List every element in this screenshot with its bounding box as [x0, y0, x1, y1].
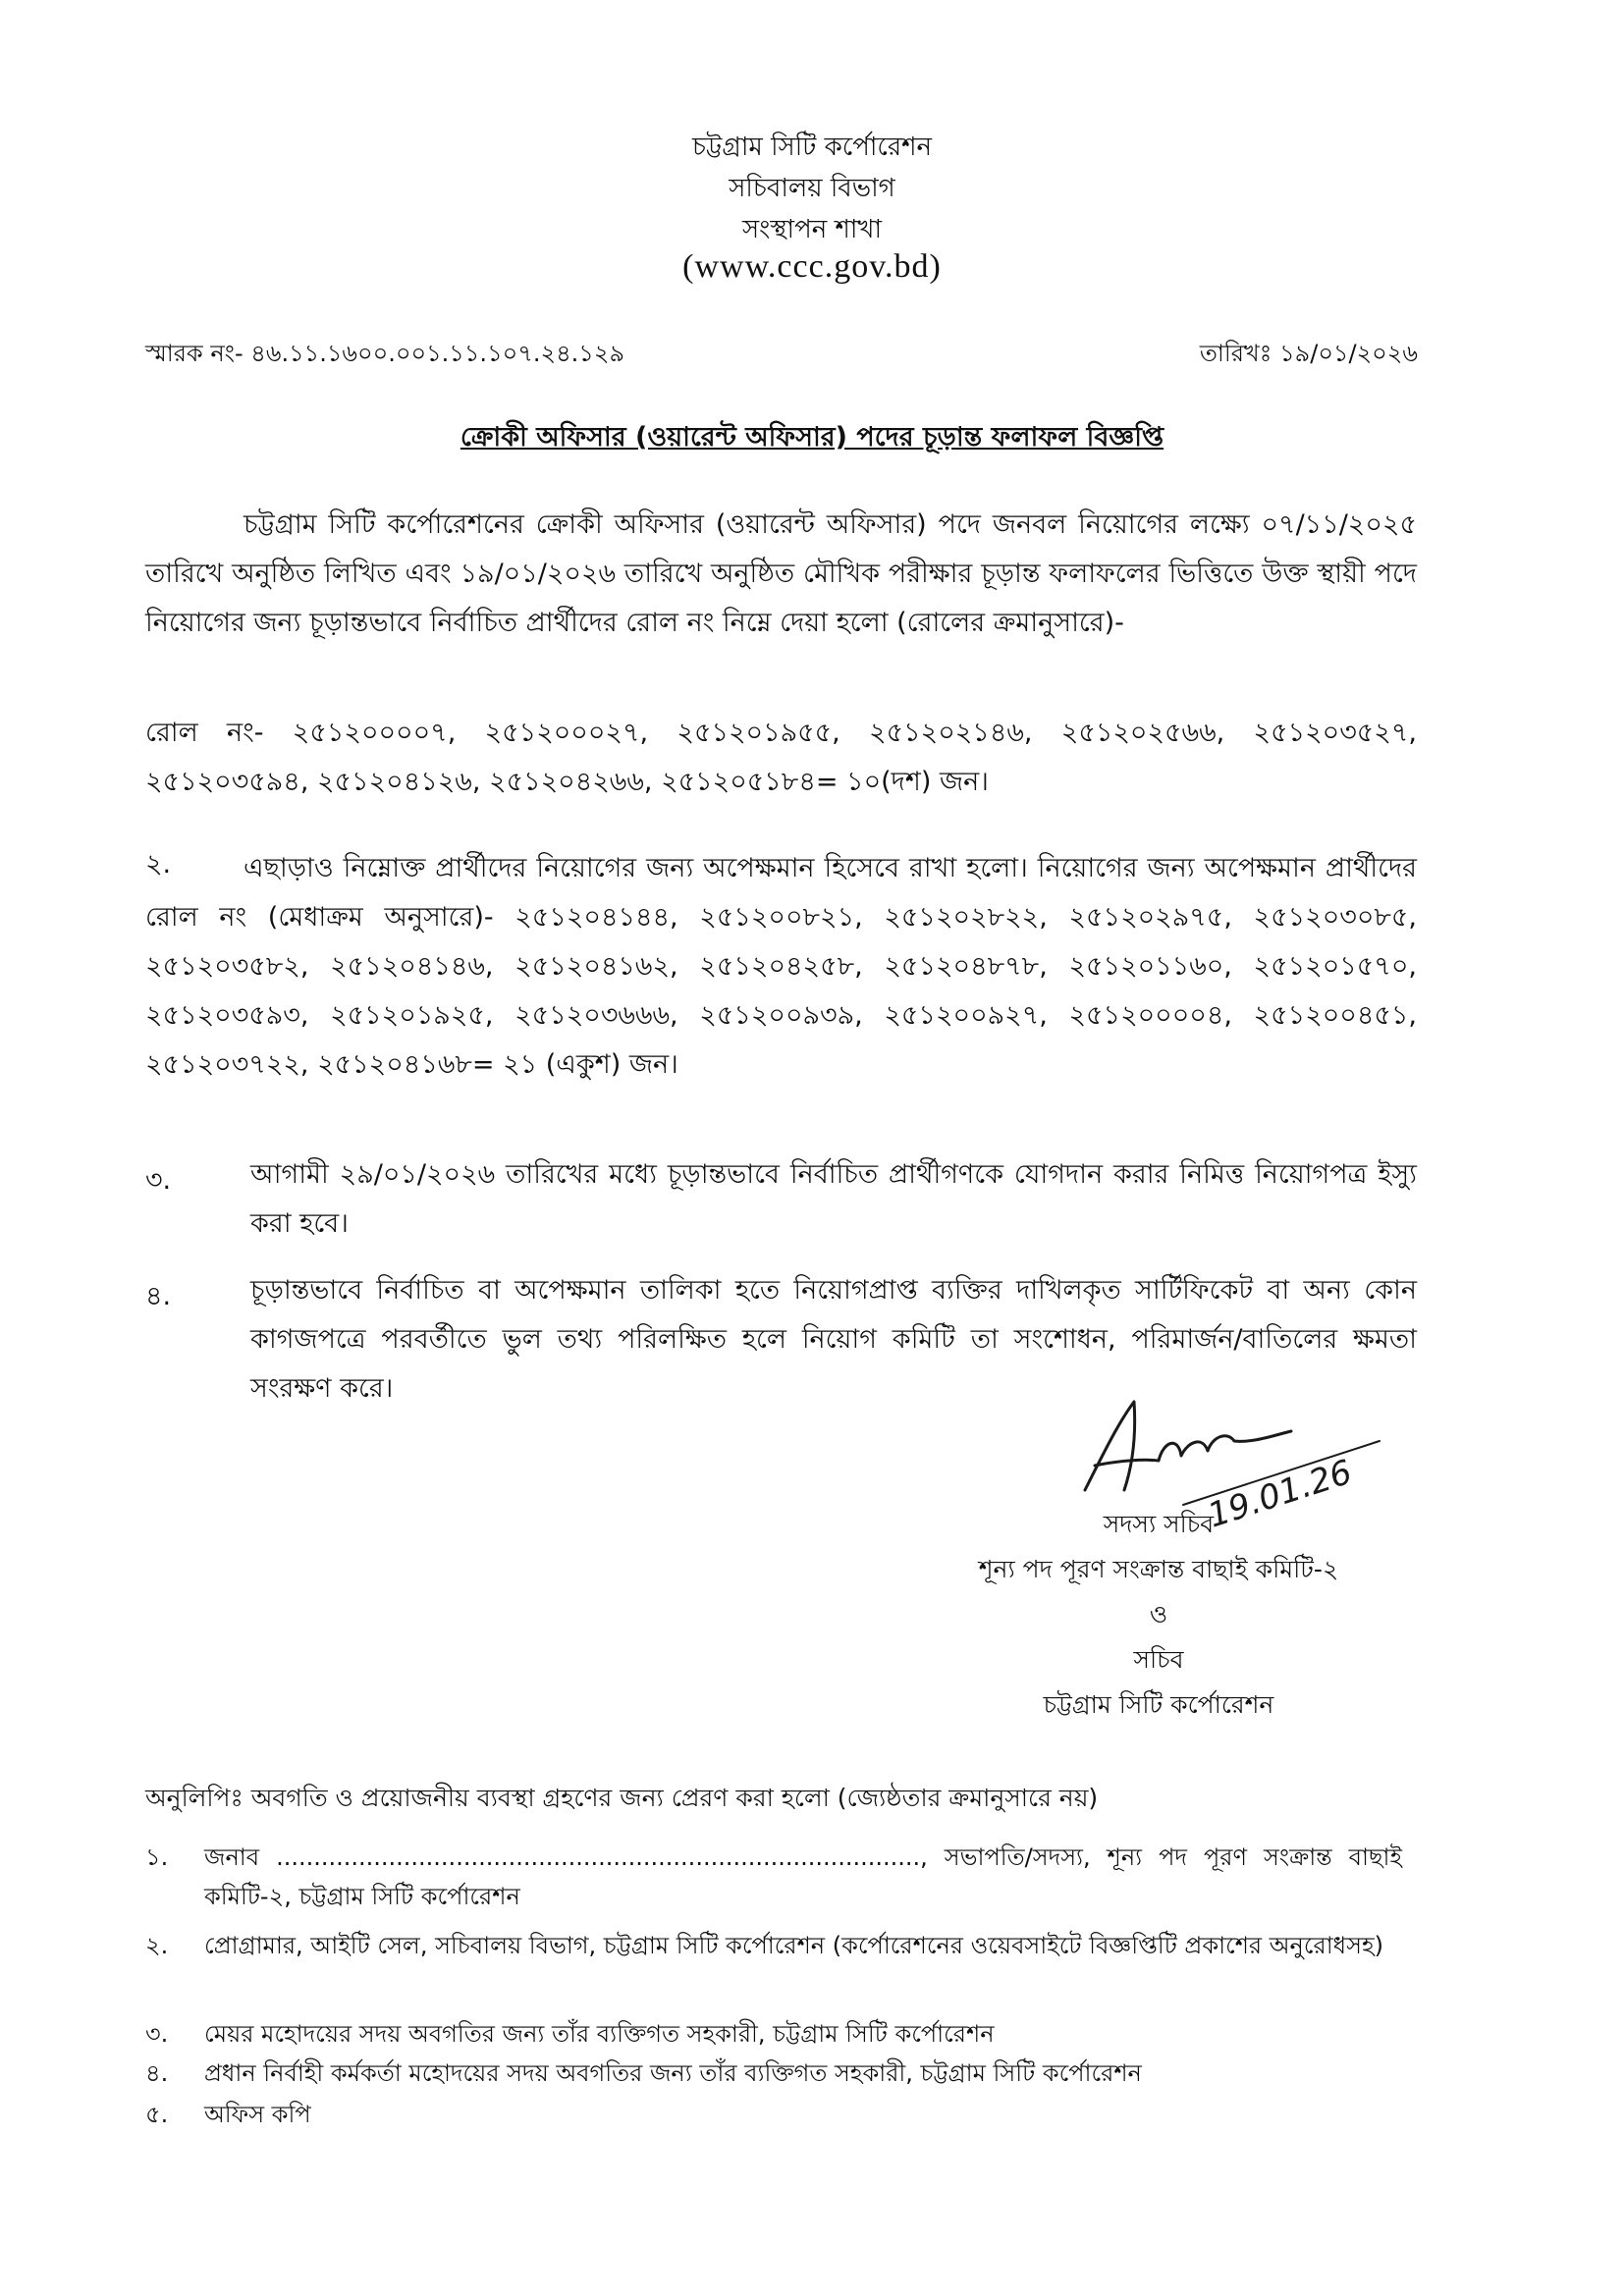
copy-item-number: ২. [145, 1932, 169, 1959]
copy-item-number: ৫. [145, 2101, 169, 2128]
memo-number: স্মারক নং- ৪৬.১১.১৬০০.০০১.১১.১০৭.২৪.১২৯ [145, 340, 625, 367]
copy-item [145, 1838, 1402, 1916]
item-2-waiting-list: এছাড়াও নিম্নোক্ত প্রার্থীদের নিয়োগের জন্য অপেক্ষমান হিসেবে রাখা হলো। নিয়োগের জন্য অপেক্ষমান প্রার্থীদের রোল নং (মেধাক্রম অনুসারে)- ২৫১২০৪১৪৪, ২৫১২০০৮২১, ২৫১২০২৮২২, ২৫১২০২৯৭৫, ২৫১২০৩০৮৫, ২৫১২০৩৫৮২, ২৫১২০৪১৪৬, ২৫১২০৪১৬২, ২৫১২০৪২৫৮, ২৫১২০৪৮৭৮, ২৫১২০১১৬০, ২৫১২০১৫৭০, ২৫১২০৩৫৯৩, ২৫১২০১৯২৫, ২৫১২০৩৬৬৬, ২৫১২০০৯৩৯, ২৫১২০০৯২৭, ২৫১২০০০০৪, ২৫১২০০৪৫১, ২৫১২০৩৭২২, ২৫১২০৪১৬৮= ২১ (একুশ) জন। [145, 853, 1417, 1080]
copy-item [145, 2054, 1402, 2093]
selected-roll-list: রোল নং- ২৫১২০০০০৭, ২৫১২০০০২৭, ২৫১২০১৯৫৫, ২৫১২০২১৪৬, ২৫১২০২৫৬৬, ২৫১২০৩৫২৭, ২৫১২০৩৫৯৪, ২৫১২০৪১২৬, ২৫১২০৪২৬৬, ২৫১২০৫১৮৪= ১০(দশ) জন। [145, 718, 1417, 797]
copy-item [145, 1926, 1402, 1965]
item-3-number: ৩. [145, 1165, 172, 1196]
signatory-designation-1: সদস্য সচিব [1103, 1510, 1215, 1538]
copy-item [145, 2014, 1402, 2054]
signatory-designation-2: সচিব [1133, 1645, 1184, 1674]
paragraph-intro: চট্টগ্রাম সিটি কর্পোরেশনের ক্রোকী অফিসার (ওয়ারেন্ট অফিসার) পদে জনবল নিয়োগের লক্ষ্যে ০৭/১১/২০২৫ তারিখে অনুষ্ঠিত লিখিত এবং ১৯/০১/২০২৬ তারিখে অনুষ্ঠিত মৌখিক পরীক্ষার চূড়ান্ত ফলাফলের ভিত্তিতে উক্ত স্থায়ী পদে নিয়োগের জন্য চূড়ান্তভাবে নির্বাচিত প্রার্থীদের রোল নং নিম্নে দেয়া হলো (রোলের ক্রমানুসারে)- [145, 509, 1417, 638]
copy-item-text: প্রোগ্রামার, আইটি সেল, সচিবালয় বিভাগ, চট্টগ্রাম সিটি কর্পোরেশন (কর্পোরেশনের ওয়েবসাইটে বিজ্ঞপ্তিটি প্রকাশের অনুরোধসহ) [204, 1932, 1383, 1959]
copy-item-number: ৪. [145, 2059, 169, 2087]
website-url: (www.ccc.gov.bd) [682, 248, 942, 285]
item-2-number: ২. [145, 849, 172, 880]
signatory-block [943, 1502, 1375, 1728]
copy-item-text: অফিস কপি [204, 2101, 311, 2128]
copy-item-number: ৩. [145, 2020, 169, 2048]
item-3-text: আগামী ২৯/০১/২০২৬ তারিখের মধ্যে চূড়ান্তভাবে নির্বাচিত প্রার্থীগণকে যোগদান করার নিমিত্ত নিয়োগপত্র ইস্যু করা হবে। [250, 1159, 1417, 1239]
issue-date: তারিখঃ ১৯/০১/২০২৬ [1199, 340, 1418, 367]
copy-item-text: জনাব ......................................................................................, সভাপতি/সদস্য, শূন্য পদ পূরণ সংক্রান্ত বাছাই কমিটি-২, চট্টগ্রাম সিটি কর্পোরেশন [204, 1843, 1402, 1910]
notice-subject: ক্রোকী অফিসার (ওয়ারেন্ট অফিসার) পদের চূড়ান্ত ফলাফল বিজ্ঞপ্তি [460, 422, 1164, 453]
copy-item [145, 2095, 1402, 2134]
signature-date: 19.01.26 [1203, 1452, 1357, 1536]
copy-item-text: মেয়র মহোদয়ের সদয় অবগতির জন্য তাঁর ব্যক্তিগত সহকারী, চট্টগ্রাম সিটি কর্পোরেশন [204, 2020, 995, 2048]
item-4-text: চূড়ান্তভাবে নির্বাচিত বা অপেক্ষমান তালিকা হতে নিয়োগপ্রাপ্ত ব্যক্তির দাখিলকৃত সার্টিফিকেট বা অন্য কোন কাগজপত্রে পরবর্তীতে ভুল তথ্য পরিলক্ষিত হলে নিয়োগ কমিটি তা সংশোধন, পরিমার্জন/বাতিলের ক্ষমতা সংরক্ষণ করে। [250, 1275, 1417, 1404]
item-4-number: ৪. [145, 1281, 172, 1311]
header-website [0, 247, 1624, 289]
signatory-committee: শূন্য পদ পূরণ সংক্রান্ত বাছাই কমিটি-২ [978, 1555, 1339, 1583]
signatory-and: ও [1149, 1600, 1168, 1629]
copy-to-title: অনুলিপিঃ অবগতি ও প্রয়োজনীয় ব্যবস্থা গ্রহণের জন্য প্রেরণ করা হলো (জ্যেষ্ঠতার ক্রমানুসারে নয়) [145, 1784, 1099, 1812]
copy-item-number: ১. [145, 1843, 169, 1871]
signatory-org: চট্টগ্রাম সিটি কর্পোরেশন [1043, 1690, 1274, 1719]
header-org: চট্টগ্রাম সিটি কর্পোরেশন [691, 133, 933, 162]
header-department: সচিবালয় বিভাগ [729, 174, 895, 203]
header-branch: সংস্থাপন শাখা [741, 215, 883, 244]
copy-item-text: প্রধান নির্বাহী কর্মকর্তা মহোদয়ের সদয় অবগতির জন্য তাঁর ব্যক্তিগত সহকারী, চট্টগ্রাম সিটি কর্পোরেশন [204, 2059, 1142, 2087]
